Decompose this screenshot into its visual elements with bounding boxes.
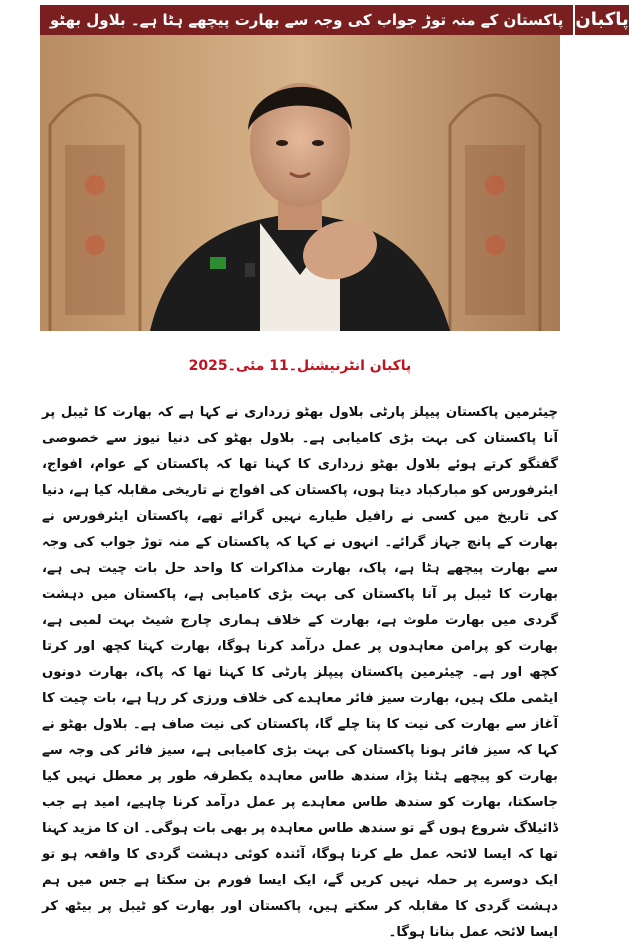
article-body: چیئرمین پاکستان پیپلز پارٹی بلاول بھٹو زرداری نے کہا ہے کہ بھارت کا ٹیبل پر آنا پاکستان کی بہت بڑی کامیابی ہے۔ بلاول بھٹو کی دنیا نیوز سے خصوصی گفتگو کرتے ہوئے بلاول بھٹو زرداری کا کہنا تھا کہ پاکستان کے عوام، افواج، ایئرفورس کو مبارکباد دیتا ہوں، پاکستان کی افواج نے تاریخی مقابلہ کیا ہے، دنیا کی تاریخ میں کسی نے رافیل طیارے نہیں گرائے تھے، پاکستان ایئرفورس نے بھارت کے پانچ جہاز گرائے۔ انہوں نے کہا کہ پاکستان کے منہ توڑ جواب کی وجہ سے بھارت پیچھے ہٹا ہے، پاک، بھارت مذاکرات کا واحد حل بات چیت ہی ہے، بھارت کا ٹیبل پر آنا پاکستان کی بہت بڑی کامیابی ہے، پاکستان میں دہشت گردی میں بھارت ملوث ہے، بھارت کے خلاف ہماری چارج شیٹ بہت لمبی ہے، بھارت کو پرامن معاہدوں پر عمل درآمد کرنا ہوگا، بھارت کہتا کچھ اور کرتا کچھ اور ہے۔ چیئرمین پاکستان پیپلز پارٹی کا کہنا تھا کہ پاک، بھارت دونوں ایٹمی ملک ہیں، بھارت سیز فائر معاہدے کی خلاف ورزی کر رہا ہے، بات چیت کا آغاز سے بھارت کی نیت کا پتا چلے گا، پاکستان کی نیت صاف ہے۔ بلاول بھٹو نے کہا کہ سیز فائر ہونا پاکستان کی بہت بڑی کامیابی ہے، سیز فائر کی وجہ سے بھارت کو پیچھے ہٹنا پڑا، سندھ طاس معاہدہ یکطرفہ طور پر معطل نہیں کیا جاسکتا، بھارت کو سندھ طاس معاہدے پر عمل درآمد کرنا چاہیے، امید ہے جب ڈائیلاگ شروع ہوں گے تو سندھ طاس معاہدہ پر بھی بات ہوگی۔ ان کا مزید کہنا تھا کہ ایسا لائحہ عمل طے کرنا ہوگا، آئندہ کوئی دہشت گردی کا واقعہ ہو تو ایک دوسرے پر حملہ نہیں کریں گے، ایک ایسا فورم بن سکتا ہے جس میں ہم دہشت گردی کا مقابلہ کر سکتے ہیں، پاکستان اور بھارت کو ٹیبل پر بیٹھ کر ایسا لائحہ عمل بنانا ہوگا۔ (42, 405, 558, 940)
headline: پاکستان کے منہ توڑ جواب کی وجہ سے بھارت پیچھے ہٹا ہے۔ بلاول بھٹو (40, 5, 573, 35)
header-bar (40, 5, 629, 35)
dateline: پاکبان انٹرنیشنل۔11 مئی۔2025 (188, 358, 412, 374)
brand-logo: پاکبان (573, 5, 628, 35)
photo-illustration (40, 35, 560, 331)
article-photo (40, 35, 560, 331)
